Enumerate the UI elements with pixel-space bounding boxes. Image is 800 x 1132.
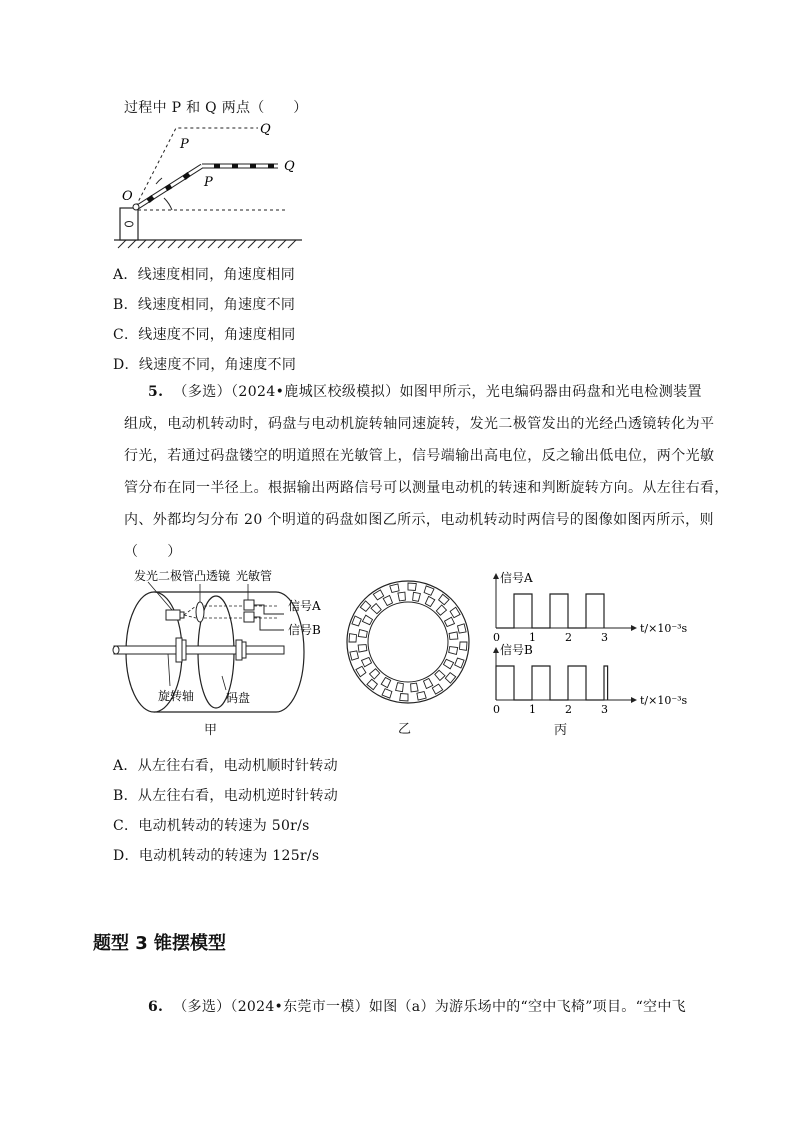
label-Q-raised: Q <box>260 122 271 137</box>
signal-a-tick-label: 2 <box>565 631 572 644</box>
outer-slot <box>408 583 416 591</box>
rotating-shaft <box>114 646 284 654</box>
q6-number: 6. <box>148 999 164 1015</box>
ylabel-signal-b: 信号B <box>500 643 533 657</box>
gate-post <box>120 208 138 240</box>
fig-bing-signal-chart <box>486 566 696 716</box>
q5-line-3: 行光，若通过码盘镂空的明道照在光敏管上，信号端输出高电位，反之输出低电位，两个光敏 <box>124 448 715 464</box>
label-lens: 凸透镜 <box>194 569 231 583</box>
signal-b-tick-label: 2 <box>565 703 572 716</box>
section-heading: 题型 3 锥摆模型 <box>93 933 227 954</box>
ylabel-signal-a: 信号A <box>500 571 533 585</box>
caption-jia: 甲 <box>204 723 218 738</box>
outer-slot <box>460 642 468 650</box>
q5-paragraph <box>124 376 729 568</box>
photo-tube-b <box>244 612 254 622</box>
label-P-raised: P <box>180 137 189 152</box>
q5-number: 5. <box>148 384 164 400</box>
photo-tube-a <box>244 600 254 610</box>
signal-b-tick-label: 1 <box>529 703 536 716</box>
q5-line-1: 5. （多选）（2024•鹿城区校级模拟）如图甲所示，光电编码器由码盘和光电检测装置 <box>148 384 702 400</box>
q5-line-4: 管分布在同一半径上。根据输出两路信号可以测量电动机的转速和判断旋转方向。从左往右看， <box>124 480 729 496</box>
xlabel-signal-b: t/×10⁻³s <box>640 694 688 707</box>
label-shaft: 旋转轴 <box>158 689 195 703</box>
q5-line-2: 组成，电动机转动时，码盘与电动机旋转轴同速旋转，发光二极管发出的光经凸透镜转化为平 <box>124 416 715 432</box>
outer-slot <box>458 624 467 633</box>
q5-option-d: D．电动机转动的转速为 125r/s <box>113 848 320 864</box>
outer-slot <box>400 694 408 702</box>
q5-line-6: （ ） <box>124 544 182 560</box>
q4-stem-tail: 过程中 P 和 Q 两点（ ） <box>124 100 308 116</box>
q5-option-b: B．从左往右看，电动机逆时针转动 <box>113 788 339 804</box>
convex-lens <box>196 602 204 622</box>
label-signal-a: 信号A <box>288 599 321 613</box>
signal-a-tick-label: 1 <box>529 631 536 644</box>
signal-b-wave <box>496 666 608 700</box>
signal-a-tick-label: 0 <box>493 631 500 644</box>
outer-slot <box>350 651 359 660</box>
signal-b-tick-label: 0 <box>493 703 500 716</box>
xlabel-signal-a: t/×10⁻³s <box>640 622 688 635</box>
q4-option-a: A．线速度相同，角速度相同 <box>113 267 296 283</box>
label-P-arm: P <box>204 175 213 190</box>
outer-slot <box>349 634 357 642</box>
fig-yi-code-disc <box>345 579 471 705</box>
q4-option-b: B．线速度相同，角速度不同 <box>113 297 296 313</box>
label-signal-b: 信号B <box>288 623 321 637</box>
label-disc: 码盘 <box>226 691 251 705</box>
pivot-point <box>133 204 139 210</box>
caption-yi: 乙 <box>398 722 412 737</box>
led-diode <box>166 610 180 620</box>
label-Q-arm: Q <box>284 159 295 174</box>
q6-line-1: 6. （多选）（2024•东莞市一模）如图（a）为游乐场中的“空中飞椅”项目。“空中飞 <box>148 999 686 1015</box>
label-O: O <box>122 189 133 204</box>
outer-slot <box>390 584 399 593</box>
caption-bing: 丙 <box>554 723 568 738</box>
inner-slot <box>358 645 367 653</box>
label-photo-tube: 光敏管 <box>236 569 273 583</box>
q4-barrier-figure <box>112 118 312 250</box>
q4-option-c: C．线速度不同，角速度相同 <box>113 327 296 343</box>
q4-option-d: D．线速度不同，角速度不同 <box>113 357 297 373</box>
signal-a-wave <box>496 594 604 628</box>
q5-option-c: C．电动机转动的转速为 50r/s <box>113 818 310 834</box>
signal-b-tick-label: 3 <box>601 703 608 716</box>
outer-slot <box>417 692 426 701</box>
q5-option-a: A．从左往右看，电动机顺时针转动 <box>113 758 338 774</box>
label-led: 发光二极管 <box>134 569 195 583</box>
inner-slot <box>449 632 458 640</box>
inner-slot <box>411 683 419 692</box>
fig-jia-encoder <box>108 566 358 736</box>
inner-slot <box>398 592 406 601</box>
signal-a-tick-label: 3 <box>601 631 608 644</box>
q5-line-5: 内、外都均匀分布 20 个明道的码盘如图乙所示，电动机转动时两信号的图像如图丙所示，则 <box>124 512 714 528</box>
